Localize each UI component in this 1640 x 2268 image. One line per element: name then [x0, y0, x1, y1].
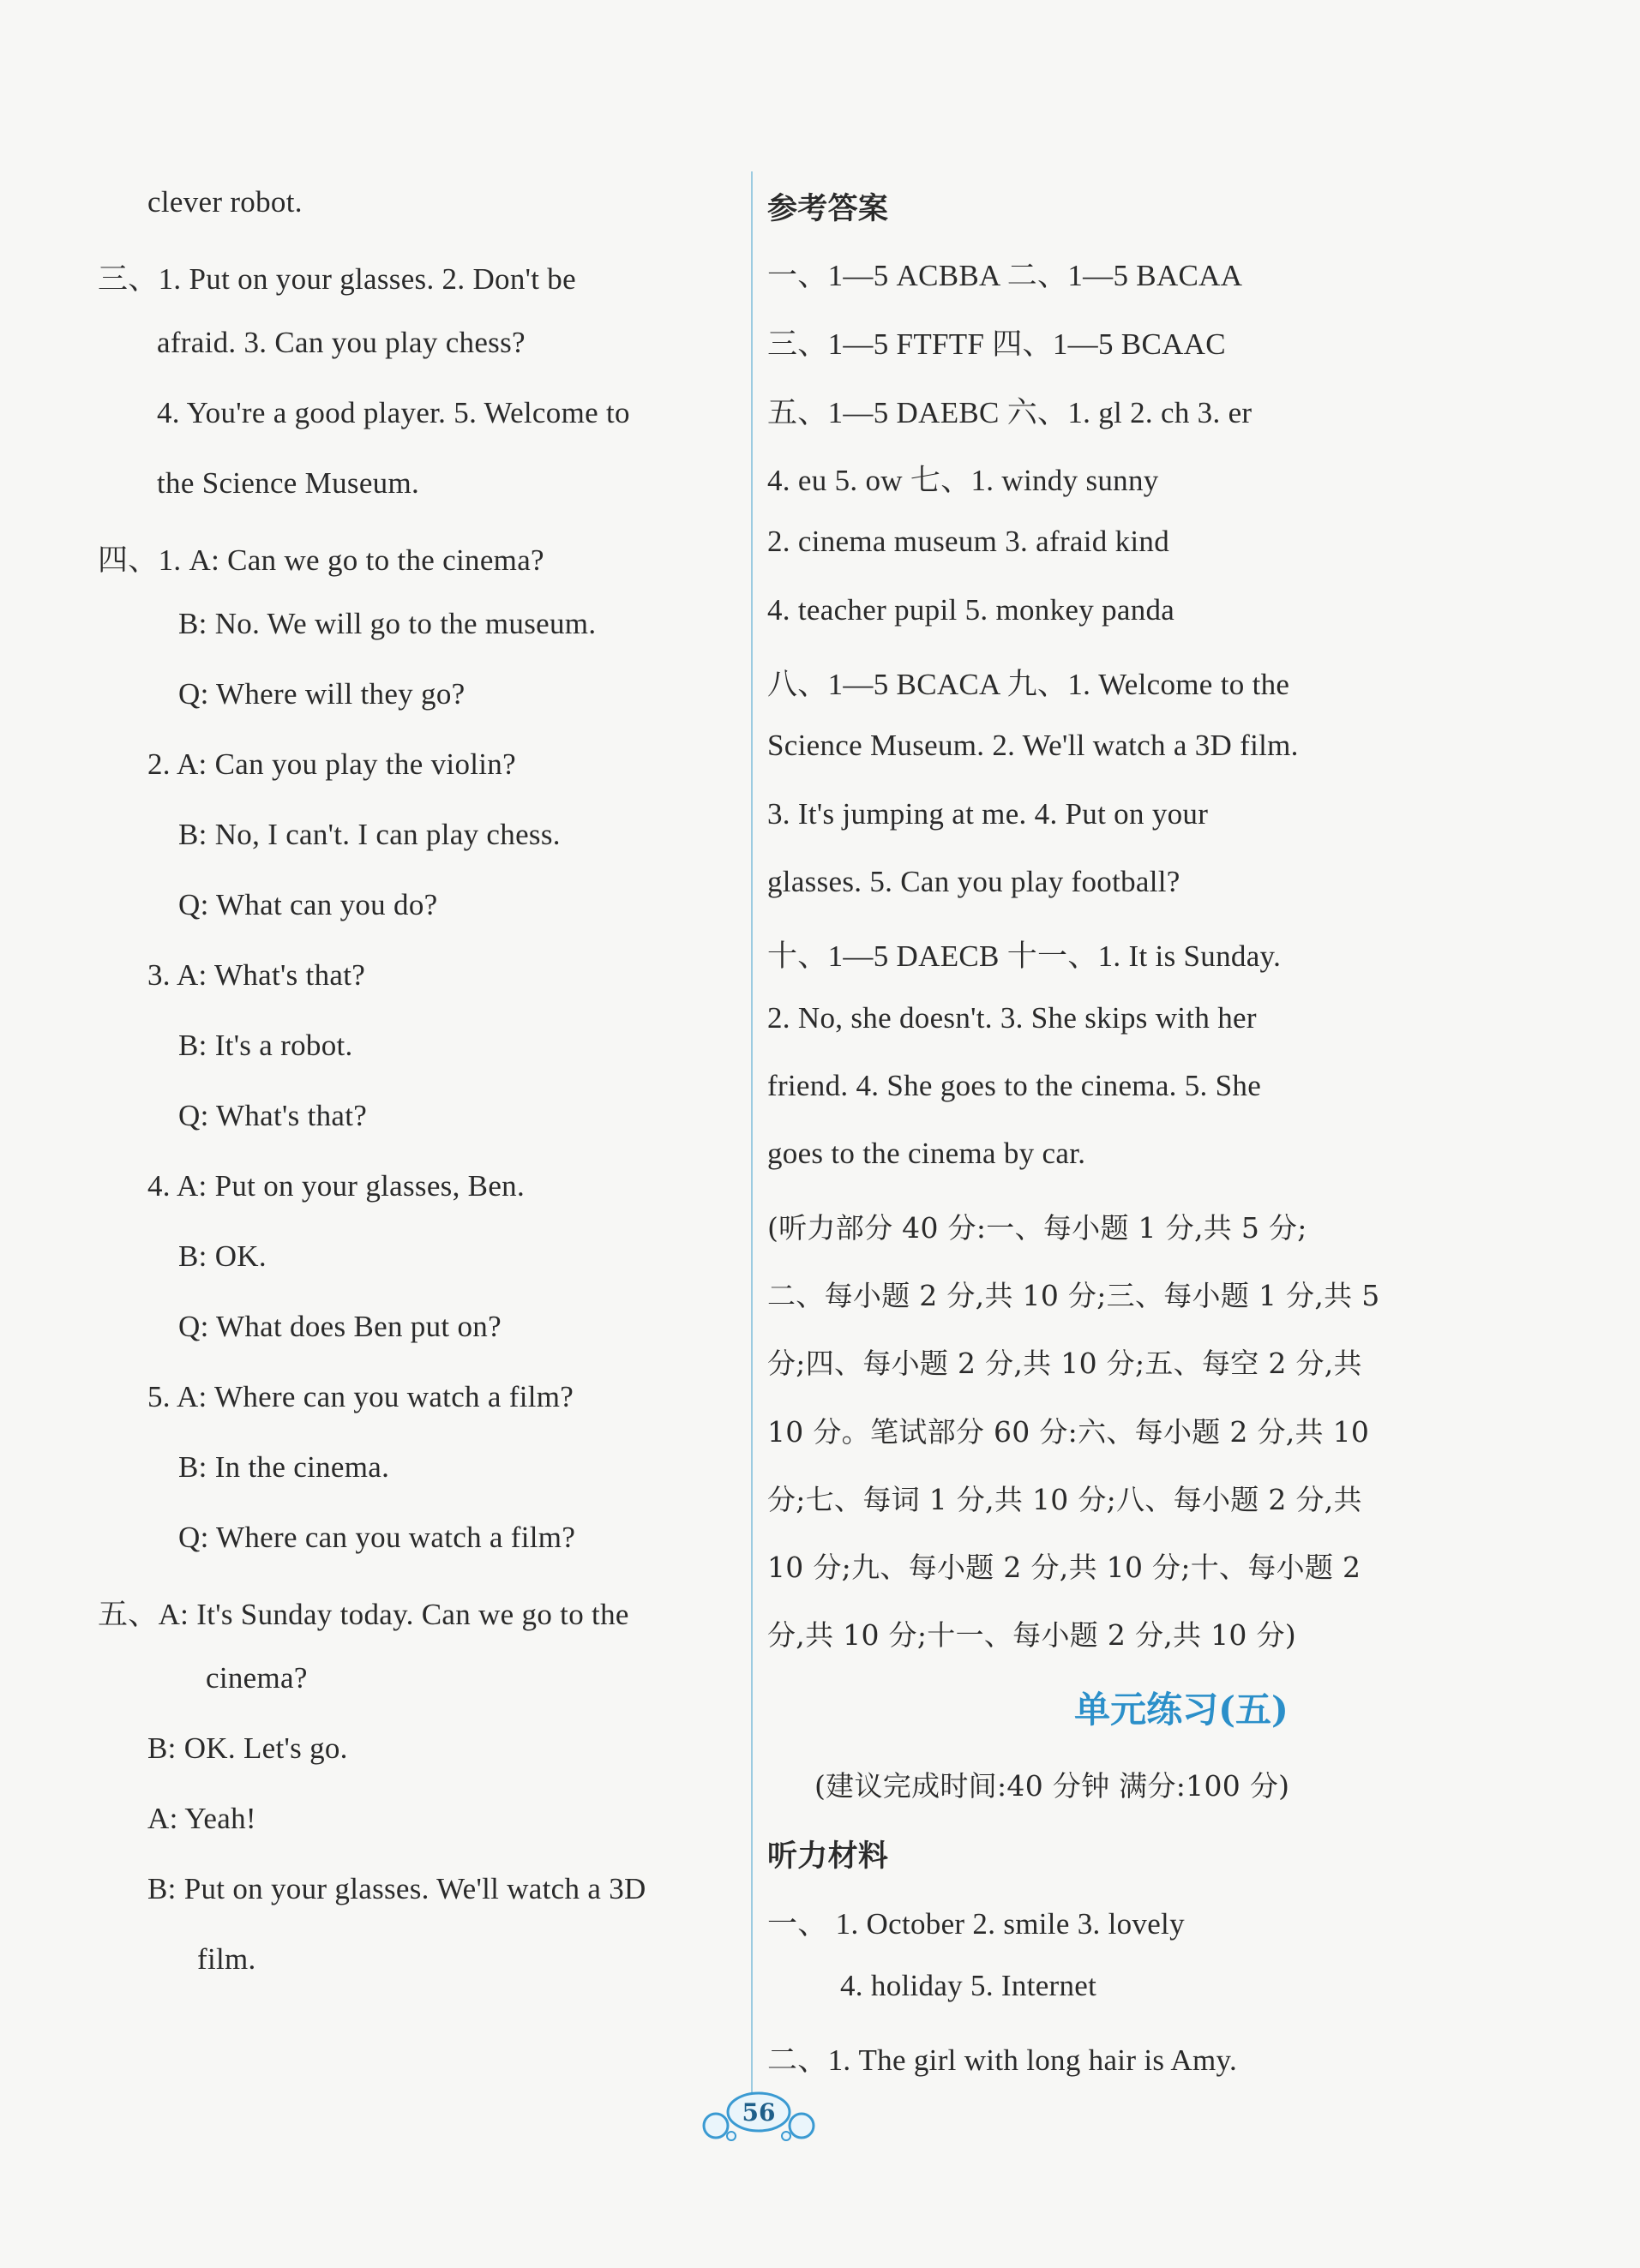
text-line: B: No, I can't. I can play chess.	[178, 818, 561, 851]
answer-line: 八、1—5 BCACA 九、1. Welcome to the	[767, 668, 1290, 701]
listening-line: 二、1. The girl with long hair is Amy.	[767, 2043, 1238, 2077]
answer-line: 4. eu 5. ow 七、1. windy sunny	[767, 464, 1159, 497]
scoring-note: 10 分。笔试部分 60 分:六、每小题 2 分,共 10	[767, 1415, 1370, 1449]
scoring-note: 分;七、每词 1 分,共 10 分;八、每小题 2 分,共	[767, 1483, 1362, 1516]
text-line: B: In the cinema.	[178, 1450, 390, 1484]
text-line: 4. A: Put on your glasses, Ben.	[147, 1169, 525, 1203]
scoring-note: 分,共 10 分;十一、每小题 2 分,共 10 分)	[767, 1618, 1296, 1652]
answer-line: glasses. 5. Can you play football?	[767, 865, 1180, 898]
text-line: A: Yeah!	[147, 1802, 256, 1835]
answer-line: 五、1—5 DAEBC 六、1. gl 2. ch 3. er	[767, 396, 1253, 429]
text-line: Q: Where will they go?	[178, 677, 466, 711]
answer-line: 十、1—5 DAECB 十一、1. It is Sunday.	[767, 939, 1282, 973]
text-line: B: OK.	[178, 1239, 267, 1273]
answer-line: 3. It's jumping at me. 4. Put on your	[767, 797, 1209, 831]
text-line: afraid. 3. Can you play chess?	[157, 326, 526, 359]
scoring-note: 分;四、每小题 2 分,共 10 分;五、每空 2 分,共	[767, 1347, 1362, 1380]
text-line: 四、1. A: Can we go to the cinema?	[98, 543, 544, 577]
time-note: (建议完成时间:40 分钟 满分:100 分)	[814, 1769, 1290, 1803]
answer-line: 三、1—5 FTFTF 四、1—5 BCAAC	[767, 327, 1226, 361]
column-divider	[751, 171, 753, 2104]
answer-line: 2. No, she doesn't. 3. She skips with her	[767, 1001, 1257, 1035]
page-number-ornament	[699, 2088, 819, 2145]
answers-heading: 参考答案	[767, 192, 889, 226]
listening-heading: 听力材料	[767, 1839, 889, 1874]
text-line: 3. A: What's that?	[147, 958, 366, 992]
answer-line: 2. cinema museum 3. afraid kind	[767, 525, 1170, 558]
text-line: 4. You're a good player. 5. Welcome to	[157, 396, 630, 429]
text-line: film.	[197, 1942, 256, 1976]
text-line: the Science Museum.	[157, 466, 420, 500]
text-line: 三、1. Put on your glasses. 2. Don't be	[98, 262, 576, 296]
unit-title: 单元练习(五)	[1074, 1689, 1289, 1731]
listening-line: 4. holiday 5. Internet	[840, 1969, 1097, 2002]
scoring-note: 二、每小题 2 分,共 10 分;三、每小题 1 分,共 5	[767, 1279, 1380, 1312]
text-line: 2. A: Can you play the violin?	[147, 747, 516, 781]
scoring-note: 10 分;九、每小题 2 分,共 10 分;十、每小题 2	[767, 1551, 1361, 1584]
text-line: B: No. We will go to the museum.	[178, 607, 597, 640]
text-line: B: Put on your glasses. We'll watch a 3D	[147, 1872, 646, 1905]
listening-line: 一、 1. October 2. smile 3. lovely	[767, 1907, 1185, 1941]
text-line: Q: What does Ben put on?	[178, 1310, 502, 1343]
answer-line: Science Museum. 2. We'll watch a 3D film.	[767, 729, 1299, 762]
text-line: Q: Where can you watch a film?	[178, 1521, 576, 1554]
text-line: B: OK. Let's go.	[147, 1731, 348, 1765]
page-number: 56	[742, 2098, 776, 2127]
text-line: clever robot.	[147, 185, 303, 219]
text-line: cinema?	[206, 1661, 308, 1695]
text-line: Q: What's that?	[178, 1099, 368, 1132]
answer-line: 一、1—5 ACBBA 二、1—5 BACAA	[767, 259, 1243, 292]
answer-line: friend. 4. She goes to the cinema. 5. She	[767, 1069, 1262, 1102]
text-line: B: It's a robot.	[178, 1029, 353, 1062]
answer-line: goes to the cinema by car.	[767, 1137, 1086, 1170]
scoring-note: (听力部分 40 分:一、每小题 1 分,共 5 分;	[767, 1211, 1307, 1245]
answer-line: 4. teacher pupil 5. monkey panda	[767, 593, 1175, 627]
text-line: 5. A: Where can you watch a film?	[147, 1380, 574, 1413]
text-line: Q: What can you do?	[178, 888, 438, 921]
text-line: 五、A: It's Sunday today. Can we go to the	[98, 1598, 629, 1631]
